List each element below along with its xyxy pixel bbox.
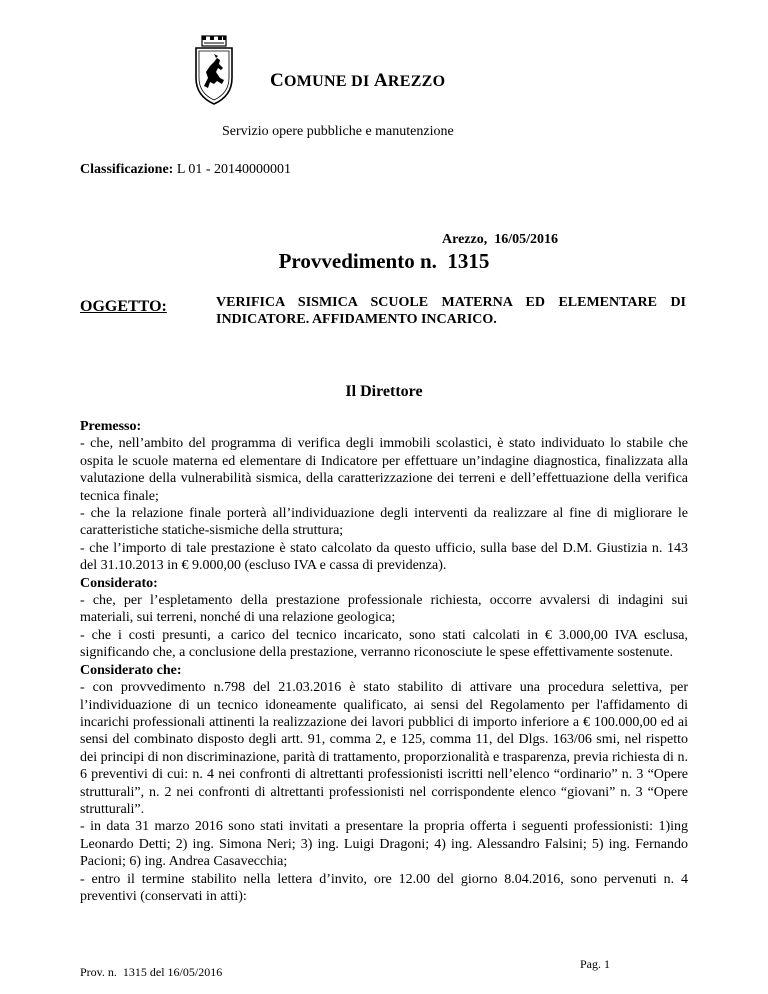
paragraph: - che, nell’ambito del programma di verifica degli immobili scolastici, è stato individuato lo stabile che ospita le scuole materna ed elementare di Indicatore per effettuare un’indagine diagnostica, finalizzata alla valutazione della vulnerabilità sismica, della caratterizzazione dei terreni e dell’effettuazione della verifica tecnica finale; bbox=[80, 436, 688, 504]
paragraph: - che la relazione finale porterà all’individuazione degli interventi da realizzare al fine di migliorare le caratteristiche statiche-sismiche della struttura; bbox=[80, 506, 688, 539]
paragraph: - che l’importo di tale prestazione è stato calcolato da questo ufficio, sulla base del D.M. Giustizia n. 143 del 31.10.2013 in € 9.000,00 (escluso IVA e cassa di previdenza). bbox=[80, 540, 688, 574]
classification-value: L 01 - 20140000001 bbox=[176, 162, 292, 177]
place-date: Arezzo, 16/05/2016 bbox=[442, 232, 558, 247]
section-heading: Il Direttore bbox=[345, 383, 423, 400]
considerato-label: Considerato: bbox=[80, 575, 158, 591]
paragraph: - in data 31 marzo 2016 sono stati invitati a presentare la propria offerta i seguenti professionisti: 1)ing Leonardo Detti; 2) ing. Simona Neri; 3) ing. Luigi Dragoni; 4) ing. Alessandro Falsini; 5) ing. Fernando Pacioni; 6) ing. Andrea Casavecchia; bbox=[80, 819, 688, 870]
subject-text: VERIFICA SISMICA SCUOLE MATERNA ED ELEMENTARE DI INDICATORE. AFFIDAMENTO INCARICO. bbox=[216, 295, 686, 327]
classification-label: Classificazione: bbox=[80, 162, 174, 177]
document-body bbox=[80, 418, 688, 905]
footer-reference: Prov. n. 1315 del 16/05/2016 bbox=[80, 965, 223, 979]
classification bbox=[80, 162, 291, 178]
paragraph: - con provvedimento n.798 del 21.03.2016 è stato stabilito di attivare una procedura selettiva, per l’individuazione di un tecnico idoneamente qualificato, ai sensi del Regolamento per l'affidamento di incarichi professionali attinenti la realizzazione dei lavori pubblici di importo inferiore a € 100.000,00 ed ai sensi del combinato disposto degli artt. 91, comma 2, e 125, comma 11, del Dlgs. 163/06 smi, nel rispetto dei principi di non discriminazione, parità di trattamento, proporzionalità e trasparenza, previa richiesta di n. 6 preventivi di cui: n. 4 nei confronti di altrettanti professionisti iscritti nell’elenco “ordinario” n. 3 “Opere strutturali”, n. 2 nei confronti di altrettanti professionisti nel corrispondente elenco “giovani” n. 3 “Opere strutturali”. bbox=[80, 680, 688, 817]
subject-label: OGGETTO: bbox=[80, 298, 167, 315]
considerato-che-heading: Considerato che: bbox=[80, 662, 182, 678]
page-number: Pag. 1 bbox=[580, 957, 610, 971]
paragraph: - che i costi presunti, a carico del tecnico incaricato, sono stati calcolati in € 3.000,00 IVA esclusa, significando che, a conclusione della prestazione, verranno riconosciute le spese effettivamente sostenute. bbox=[80, 627, 688, 661]
paragraph: - che, per l’espletamento della prestazione professionale richiesta, occorre avvalersi di indagini sui materiali, sui terreni, nonché di una relazione geologica; bbox=[80, 593, 688, 626]
premesso-label: Premesso: bbox=[80, 419, 142, 434]
paragraph: - entro il termine stabilito nella lettera d’invito, ore 12.00 del giorno 8.04.2016, sono pervenuti n. 4 preventivi (conservati in atti): bbox=[80, 871, 688, 904]
organization-name: COMUNE DI AREZZO bbox=[270, 70, 446, 91]
service-name: Servizio opere pubbliche e manutenzione bbox=[222, 124, 454, 139]
coat-of-arms-icon bbox=[190, 34, 238, 106]
document-title: Provvedimento n. 1315 bbox=[278, 249, 490, 273]
